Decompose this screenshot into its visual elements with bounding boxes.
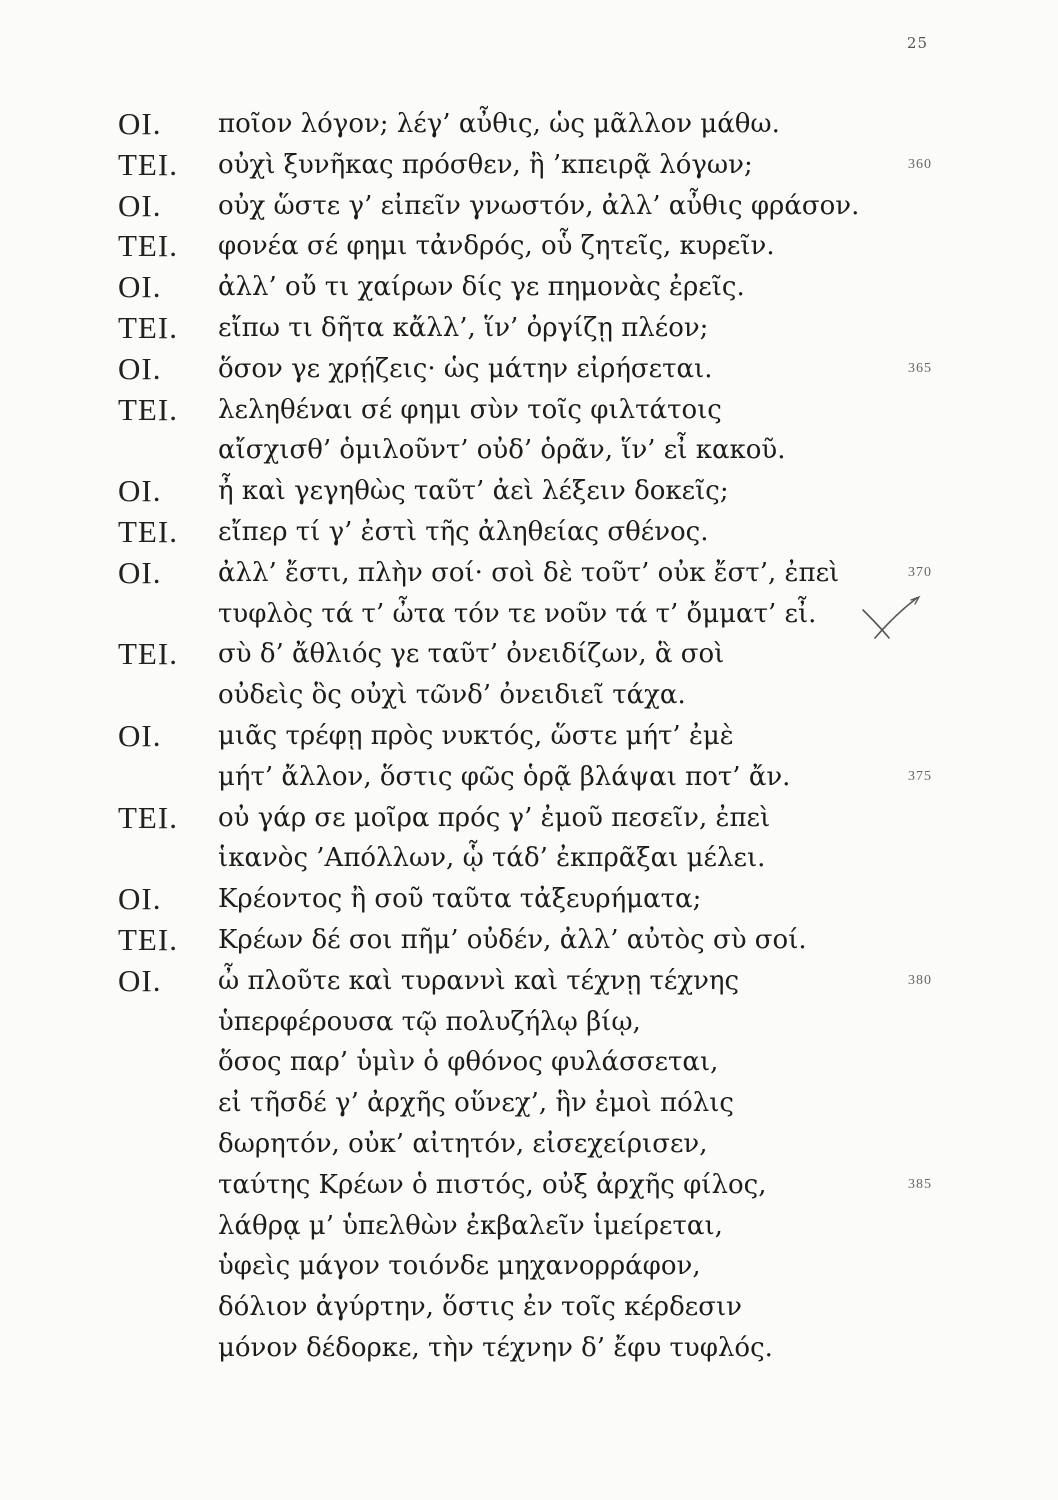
- verse-line: [0, 1246, 1058, 1287]
- verse-line: [0, 1042, 1058, 1083]
- verse-line: [0, 879, 1058, 920]
- verse-text: δόλιον ἀγύρτην, ὅστις ἐν τοῖς κέρδεσιν: [218, 1292, 742, 1323]
- line-number: 380: [908, 972, 932, 988]
- line-number: 360: [908, 156, 932, 172]
- verse-line: [0, 675, 1058, 716]
- line-number: 375: [908, 768, 932, 784]
- speaker-label: ΟΙ.: [118, 881, 162, 917]
- verse-text: εἴπω τι δῆτα κἄλλ’, ἵν’ ὀργίζῃ πλέον;: [218, 312, 709, 343]
- verse-line: [0, 104, 1058, 145]
- verse-line: [0, 145, 1058, 186]
- verse-text: οὐχ ὥστε γ’ εἰπεῖν γνωστόν, ἀλλ’ αὖθις φράσον.: [218, 190, 860, 221]
- verse-text: ἦ καὶ γεγηθὼς ταῦτ’ ἀεὶ λέξειν δοκεῖς;: [218, 476, 729, 507]
- verse-text: μιᾶς τρέφῃ πρὸς νυκτός, ὥστε μήτ’ ἐμὲ: [218, 720, 734, 751]
- verse-line: [0, 757, 1058, 798]
- speaker-label: ΤΕΙ.: [118, 799, 178, 835]
- verse-text: μόνον δέδορκε, τὴν τέχνην δ’ ἔφυ τυφλός.: [218, 1332, 773, 1363]
- verse-text: τυφλὸς τά τ’ ὦτα τόν τε νοῦν τά τ’ ὄμματ’ εἶ.: [218, 598, 817, 629]
- speaker-label: ΟΙ.: [118, 269, 162, 305]
- line-number: 365: [908, 360, 932, 376]
- verse-line: [0, 1287, 1058, 1328]
- speaker-label: ΤΕΙ.: [118, 391, 178, 427]
- speaker-label: ΟΙ.: [118, 962, 162, 998]
- verse-text: σὺ δ’ ἄθλιός γε ταῦτ’ ὀνειδίζων, ἃ σοὶ: [218, 639, 725, 670]
- verse-line: [0, 798, 1058, 839]
- speaker-label: ΟΙ.: [118, 717, 162, 753]
- verse-text: εἰ τῆσδέ γ’ ἀρχῆς οὕνεχ’, ἣν ἐμοὶ πόλις: [218, 1088, 734, 1119]
- verse-text: ποῖον λόγον; λέγ’ αὖθις, ὡς μᾶλλον μάθω.: [218, 109, 780, 139]
- verse-text: οὐδεὶς ὃς οὐχὶ τῶνδ’ ὀνειδιεῖ τάχα.: [218, 680, 686, 711]
- verse-line: [0, 920, 1058, 961]
- speaker-label: ΟΙ.: [118, 106, 162, 141]
- speaker-label: ΟΙ.: [118, 473, 162, 509]
- verse-line: [0, 186, 1058, 227]
- verse-text: ὅσος παρ’ ὑμὶν ὁ φθόνος φυλάσσεται,: [218, 1047, 719, 1078]
- verse-line: [0, 226, 1058, 267]
- verse-line: [0, 1328, 1058, 1369]
- verse-text: Κρέοντος ἢ σοῦ ταῦτα τἀξευρήματα;: [218, 884, 702, 915]
- verse-line: [0, 1124, 1058, 1165]
- verse-text: ὅσον γε χρῄζεις· ὡς μάτην εἰρήσεται.: [218, 353, 713, 384]
- verse-line: [0, 308, 1058, 349]
- line-number: 370: [908, 564, 932, 580]
- speaker-label: ΟΙ.: [118, 350, 162, 386]
- speaker-label: ΤΕΙ.: [118, 513, 178, 549]
- line-number: 385: [908, 1176, 932, 1192]
- verse-line: [0, 1206, 1058, 1247]
- verse-text: ὑπερφέρουσα τῷ πολυζήλῳ βίῳ,: [218, 1006, 641, 1037]
- speaker-label: ΤΕΙ.: [118, 636, 178, 672]
- speaker-label: ΤΕΙ.: [118, 228, 178, 264]
- verse-line: [0, 961, 1058, 1002]
- verse-text: μήτ’ ἄλλον, ὅστις φῶς ὁρᾷ βλάψαι ποτ’ ἄν.: [218, 761, 791, 792]
- verse-text: ὑφεὶς μάγον τοιόνδε μηχανορράφον,: [218, 1251, 701, 1282]
- speaker-label: ΤΕΙ.: [118, 309, 178, 345]
- verse-text: αἴσχισθ’ ὁμιλοῦντ’ οὐδ’ ὁρᾶν, ἵν’ εἶ κακοῦ.: [218, 435, 786, 466]
- verse-line: [0, 1083, 1058, 1124]
- verse-text: φονέα σέ φημι τἀνδρός, οὗ ζητεῖς, κυρεῖν.: [218, 231, 775, 262]
- verse-text: οὐ γάρ σε μοῖρα πρός γ’ ἐμοῦ πεσεῖν, ἐπεὶ: [218, 802, 771, 833]
- verse-text: λάθρᾳ μ’ ὑπελθὼν ἐκβαλεῖν ἱμείρεται,: [218, 1210, 723, 1241]
- verse-line: [0, 430, 1058, 471]
- page-number: 25: [906, 34, 928, 52]
- verse-line: [0, 716, 1058, 757]
- verse-text: ἀλλ’ οὔ τι χαίρων δίς γε πημονὰς ἐρεῖς.: [218, 272, 745, 303]
- verse-line: [0, 838, 1058, 879]
- verse-line: [0, 1002, 1058, 1043]
- verse-text: δωρητόν, οὐκ’ αἰτητόν, εἰσεχείρισεν,: [218, 1128, 708, 1159]
- verse-line: [0, 512, 1058, 553]
- speaker-label: ΟΙ.: [118, 187, 162, 223]
- verse-text: οὐχὶ ξυνῆκας πρόσθεν, ἢ ’κπειρᾷ λόγων;: [218, 149, 753, 180]
- verse-text: ἀλλ’ ἔστι, πλὴν σοί· σοὶ δὲ τοῦτ’ οὐκ ἔστ’, ἐπεὶ: [218, 557, 840, 588]
- verse-text: εἴπερ τί γ’ ἐστὶ τῆς ἀληθείας σθένος.: [218, 516, 709, 547]
- verse-text: ταύτης Κρέων ὁ πιστός, οὐξ ἀρχῆς φίλος,: [218, 1169, 767, 1200]
- verse-line: [0, 1165, 1058, 1206]
- verse-text-block: [0, 104, 1058, 1369]
- verse-line: [0, 349, 1058, 390]
- verse-line: [0, 471, 1058, 512]
- verse-text: ὦ πλοῦτε καὶ τυραννὶ καὶ τέχνῃ τέχνης: [218, 965, 740, 996]
- handwritten-check-mark: [855, 588, 925, 648]
- verse-text: Κρέων δέ σοι πῆμ’ οὐδέν, ἀλλ’ αὐτὸς σὺ σοί.: [218, 924, 807, 955]
- verse-text: ἱκανὸς ’Απόλλων, ᾧ τάδ’ ἐκπρᾶξαι μέλει.: [218, 843, 766, 874]
- verse-text: λεληθέναι σέ φημι σὺν τοῖς φιλτάτοις: [218, 394, 722, 425]
- speaker-label: ΤΕΙ.: [118, 921, 178, 957]
- speaker-label: ΤΕΙ.: [118, 146, 178, 182]
- verse-line: [0, 267, 1058, 308]
- verse-line: [0, 390, 1058, 431]
- speaker-label: ΟΙ.: [118, 554, 162, 590]
